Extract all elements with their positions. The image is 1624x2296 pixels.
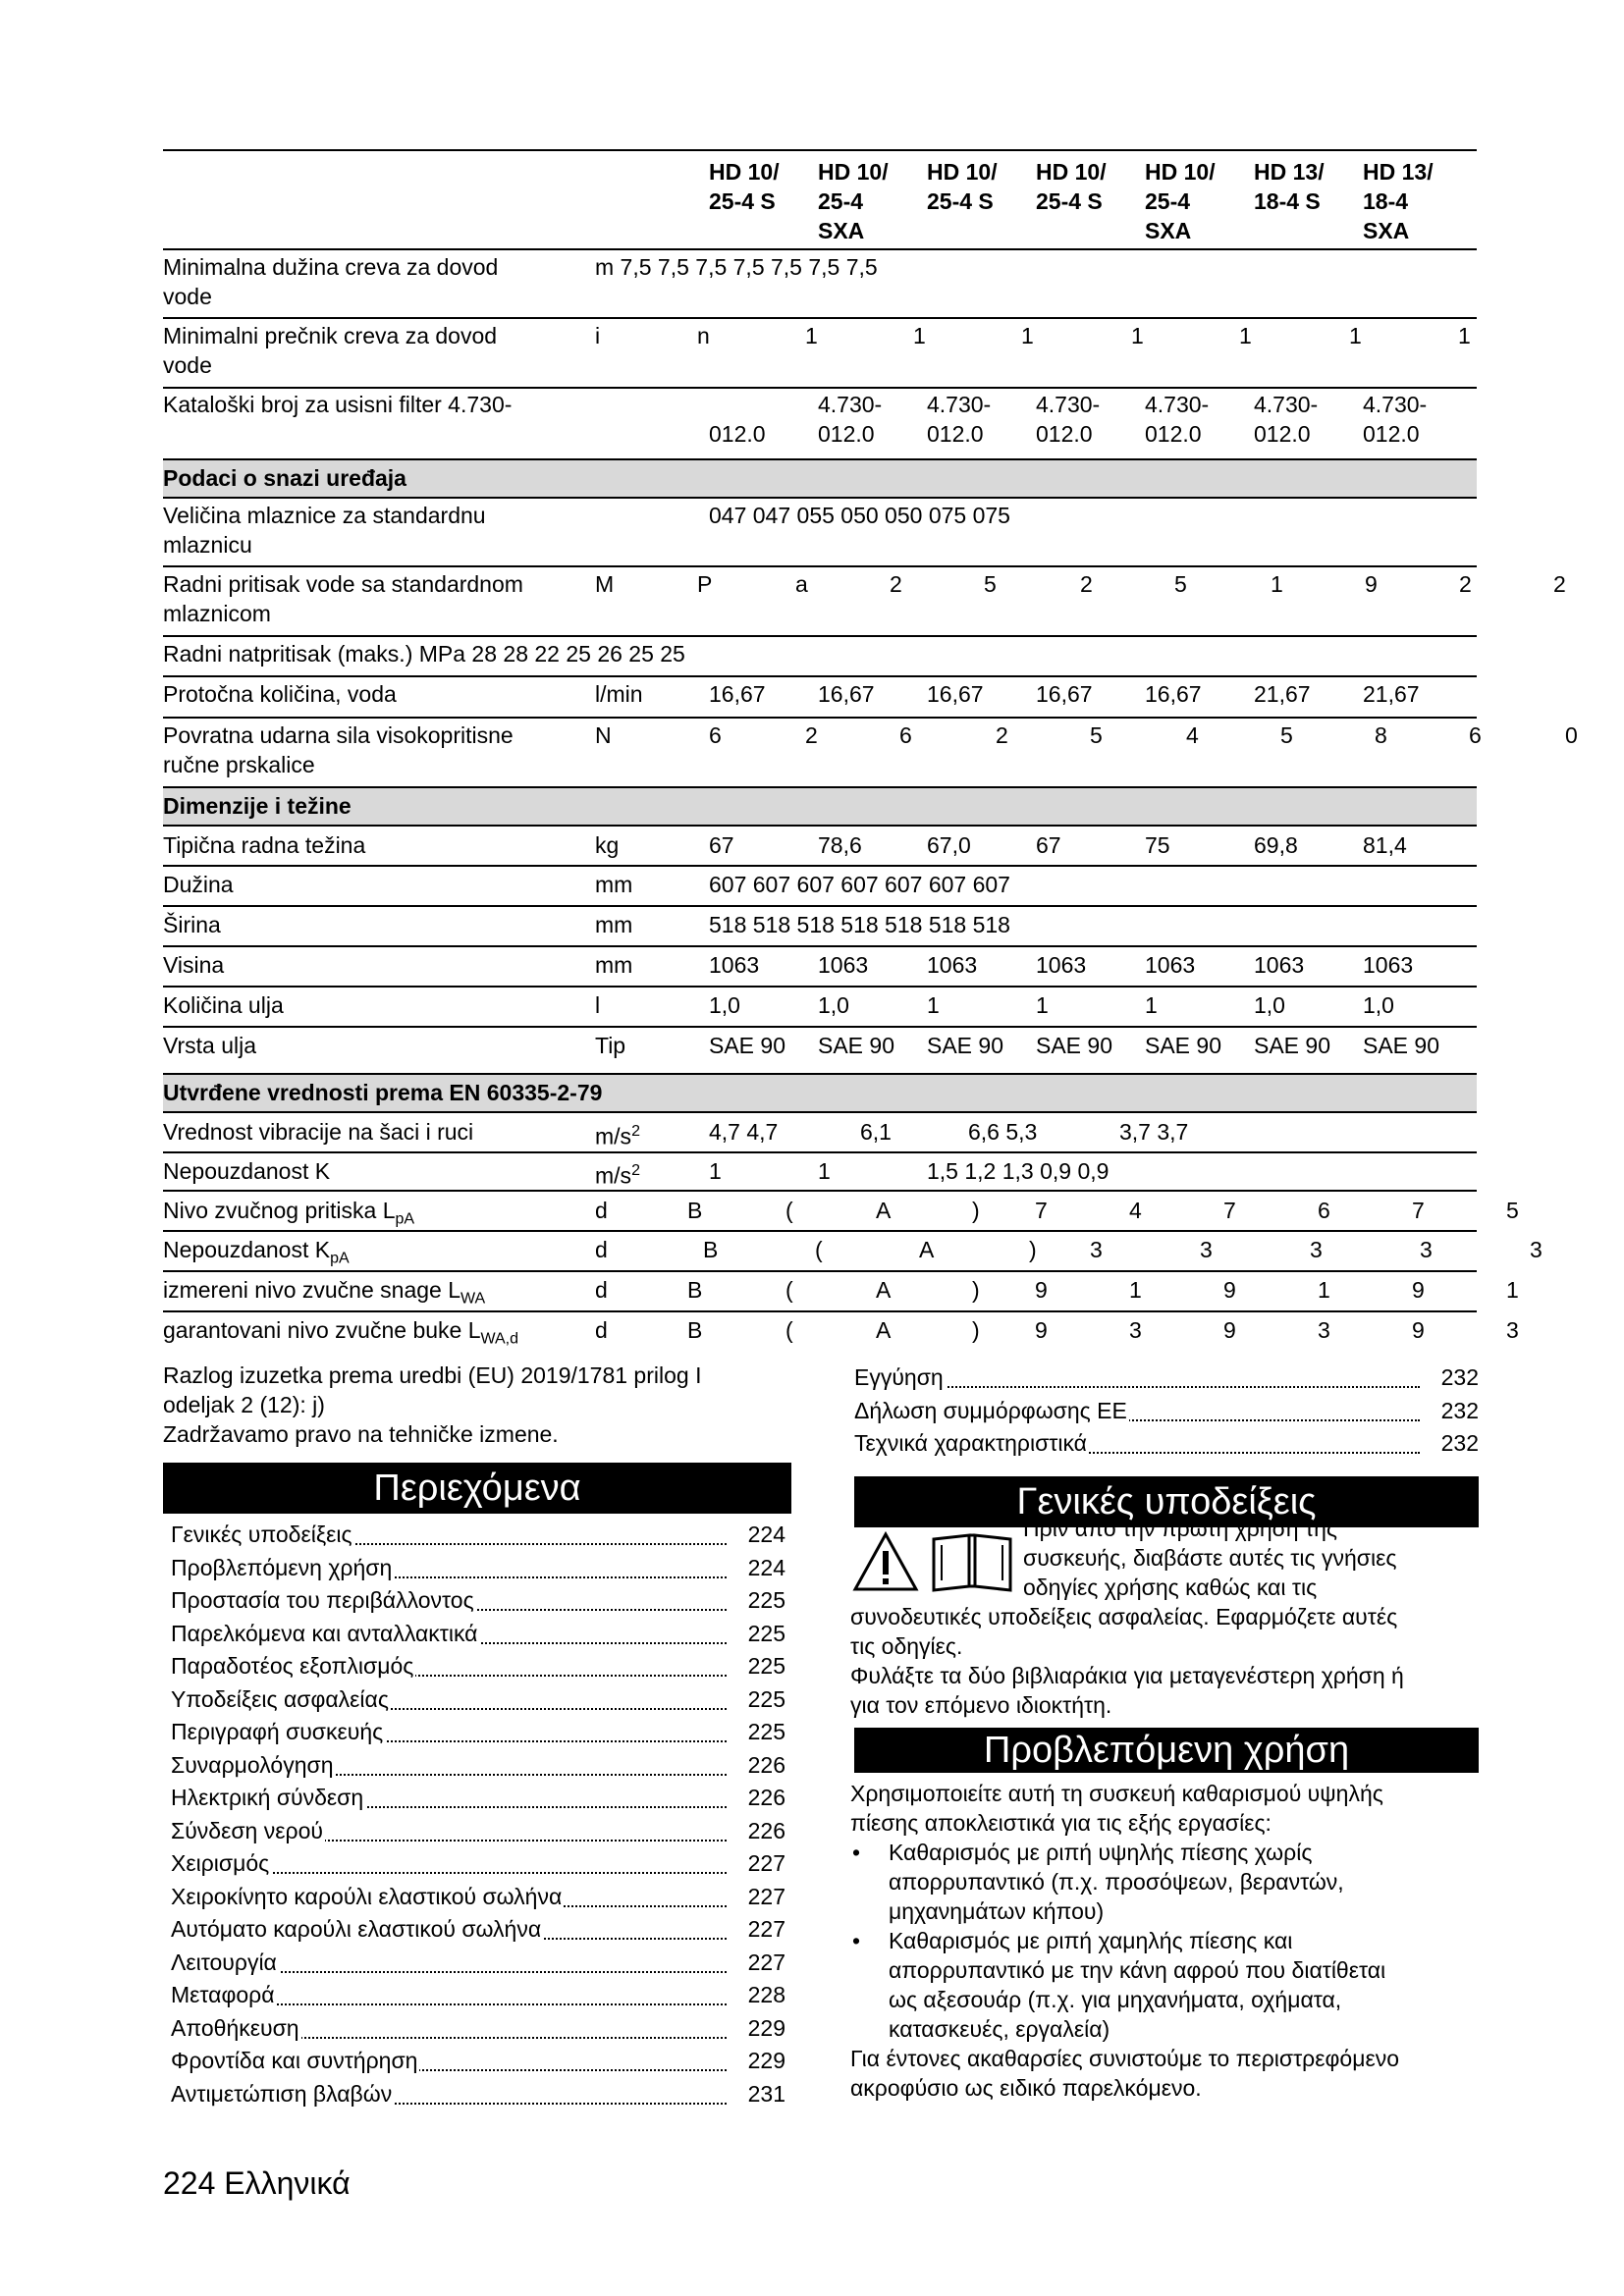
contents-item[interactable] — [167, 2044, 785, 2077]
contents-item-label: Δήλωση συμμόρφωσης ΕΕ — [854, 1394, 1129, 1427]
contents-item-page: 224 — [747, 1522, 785, 1547]
contents-item-page: 225 — [747, 1685, 785, 1712]
contents-item-label: Αντιμετώπιση βλαβών — [171, 2077, 394, 2110]
intended-outro: Για έντονες ακαθαρσίες συνιστούμε το περιστρεφόμενο ακροφύσιο ως ειδικό παρελκόμενο. — [850, 2046, 1400, 2101]
contents-item-page: 224 — [747, 1554, 785, 1580]
row-label: izmereni nivo zvučne snage $L_{WA}$ — [163, 1277, 486, 1308]
table-rule — [163, 248, 1477, 250]
table-cell: 1 — [1349, 323, 1362, 348]
row-overpressure: Radni natpritisak (maks.) MPa 28 28 22 25 26 25 25 — [163, 641, 685, 667]
contents-item-page: 226 — [747, 1751, 785, 1778]
table-cell: SAE 90 — [1363, 1033, 1439, 1058]
contents-item-label: Εγγύηση — [854, 1361, 946, 1394]
table-cell: 5 — [1090, 722, 1103, 748]
table-cell: 1 — [1458, 323, 1471, 348]
table-cell: 4 — [1186, 722, 1199, 748]
row-label: Veličina mlaznice za standardnu mlaznicu — [163, 503, 486, 558]
model-header: HD 10/ 25-4 S — [1036, 159, 1107, 214]
row-value-text: m 7,5 7,5 7,5 7,5 7,5 7,5 7,5 — [595, 254, 878, 280]
model-header: HD 13/ 18-4 SXA — [1363, 159, 1434, 243]
table-cell: B — [687, 1277, 703, 1303]
row-unit: $m/s^2$ — [595, 1162, 640, 1189]
contents-item[interactable] — [167, 1880, 785, 1913]
table-rule — [163, 717, 1477, 719]
contents-item-page: 225 — [747, 1587, 785, 1613]
table-cell: 5 — [1506, 1198, 1519, 1223]
page-number: 224 — [163, 2165, 216, 2201]
row-unit: mm — [595, 952, 633, 978]
row-unit: $m/s^2$ — [595, 1123, 640, 1149]
table-cell: 9 — [1035, 1277, 1048, 1303]
table-cell: 012.0 — [818, 421, 875, 447]
table-cell: 4.730- — [1036, 392, 1101, 417]
table-cell: 1,0 — [1254, 992, 1285, 1018]
table-cell: 67,0 — [927, 832, 971, 858]
contents-item[interactable] — [167, 1748, 785, 1782]
intended-intro: Χρησιμοποιείτε αυτή τη συσκευή καθαρισμού υψηλής πίεσης αποκλειστικά για τις εξής εργασίες: — [850, 1781, 1383, 1836]
table-cell: B — [687, 1317, 703, 1343]
reserve-note: Zadržavamo pravo na tehničke izmene. — [163, 1421, 559, 1447]
contents-item-page: 227 — [747, 1949, 785, 1975]
table-cell: A — [876, 1317, 892, 1343]
table-cell: 6 — [709, 722, 722, 748]
contents-item-page: 232 — [1440, 1364, 1479, 1390]
table-cell: ) — [972, 1317, 980, 1343]
table-rule — [163, 635, 1477, 637]
table-rule — [163, 905, 1477, 907]
table-rule — [163, 1111, 1477, 1113]
contents-item[interactable] — [167, 1583, 785, 1617]
table-cell: d — [595, 1277, 608, 1303]
row-label: garantovani nivo zvučne buke $L_{WA,d}$ — [163, 1317, 519, 1348]
table-cell: 16,67 — [1145, 681, 1202, 707]
row-label: Nepouzdanost K — [163, 1158, 331, 1184]
row-label: Minimalna dužina creva za dovod vode — [163, 254, 499, 309]
table-rule — [163, 786, 1477, 788]
table-cell: 1 — [913, 323, 926, 348]
table-cell: 5 — [984, 571, 997, 597]
section-title-dims: Dimenzije i težine — [163, 793, 352, 819]
table-rule — [163, 317, 1477, 319]
table-cell: 3,7 3,7 — [1119, 1119, 1189, 1145]
table-rule — [163, 1270, 1477, 1272]
exemption-note: Razlog izuzetka prema uredbi (EU) 2019/1781 prilog I odeljak 2 (12): j) — [163, 1362, 702, 1417]
contents-item-label: Χειροκίνητο καρούλι ελαστικού σωλήνα — [171, 1880, 564, 1913]
table-cell: P — [697, 571, 713, 597]
contents-item-page: 225 — [747, 1653, 785, 1679]
intended-use-title: Προβλεπόμενη χρήση — [854, 1728, 1479, 1773]
table-rule — [163, 825, 1477, 827]
table-cell: SAE 90 — [927, 1033, 1003, 1058]
table-cell: 1 — [1506, 1277, 1519, 1303]
table-cell: 012.0 — [1145, 421, 1202, 447]
table-cell: 2 — [890, 571, 902, 597]
contents-item-page: 229 — [747, 2048, 785, 2073]
table-cell: SAE 90 — [1254, 1033, 1330, 1058]
table-cell: ) — [1029, 1237, 1037, 1262]
contents-item[interactable] — [167, 1518, 785, 1551]
model-header: HD 13/ 18-4 S — [1254, 159, 1325, 214]
contents-item-label: Παρελκόμενα και ανταλλακτικά — [171, 1617, 479, 1650]
table-cell: N — [595, 722, 612, 748]
contents-item[interactable] — [167, 1715, 785, 1748]
contents-item[interactable] — [167, 2011, 785, 2045]
contents-item[interactable] — [167, 1781, 785, 1814]
table-cell: 1063 — [1363, 952, 1414, 978]
table-cell: ( — [785, 1317, 793, 1343]
table-cell: 1 — [1021, 323, 1034, 348]
contents-item[interactable] — [167, 1649, 785, 1682]
table-cell: 9 — [1412, 1277, 1425, 1303]
row-value-text: 047 047 055 050 050 075 075 — [709, 503, 1010, 528]
table-cell: 81,4 — [1363, 832, 1407, 858]
section-shade-dims — [163, 787, 1477, 825]
contents-item-page: 232 — [1440, 1397, 1479, 1423]
contents-item-label: Λειτουργία — [171, 1946, 279, 1979]
table-cell: 7 — [1035, 1198, 1048, 1223]
section-title-values: Utvrđene vrednosti prema EN 60335-2-79 — [163, 1080, 603, 1105]
table-cell: 2 — [1553, 571, 1566, 597]
table-cell: A — [876, 1277, 892, 1303]
contents-item[interactable] — [850, 1361, 1479, 1394]
table-cell: 69,8 — [1254, 832, 1298, 858]
table-cell: 5 — [1174, 571, 1187, 597]
table-cell: d — [595, 1198, 608, 1223]
model-header: HD 10/ 25-4 S — [709, 159, 780, 214]
table-cell: B — [687, 1198, 703, 1223]
table-cell: 4.730- — [1363, 392, 1428, 417]
table-cell: 3 — [1506, 1317, 1519, 1343]
table-cell: 0 — [1565, 722, 1578, 748]
table-cell: 67 — [1036, 832, 1061, 858]
row-label: Tipična radna težina — [163, 832, 366, 858]
table-cell: 6 — [1318, 1198, 1330, 1223]
contents-item-label: Προστασία του περιβάλλοντος — [171, 1583, 476, 1617]
table-cell: SAE 90 — [709, 1033, 785, 1058]
contents-item[interactable] — [850, 1394, 1479, 1427]
table-cell: 1 — [709, 1158, 722, 1184]
table-cell: d — [595, 1317, 608, 1343]
table-cell: 6,6 5,3 — [968, 1119, 1038, 1145]
row-label: Nepouzdanost $K_{pA}$ — [163, 1237, 350, 1267]
table-cell: 3 — [1530, 1237, 1543, 1262]
intended-bullet: Καθαρισμός με ριπή υψηλής πίεσης χωρίς απορρυπαντικό (π.χ. προσόψεων, βεραντών, μηχανημάτων κήπου) — [889, 1840, 1344, 1924]
table-cell: 1,0 — [818, 992, 849, 1018]
bullet-marker: • — [852, 1840, 861, 1865]
table-cell: 75 — [1145, 832, 1170, 858]
table-cell: 012.0 — [709, 421, 766, 447]
general-text: συνοδευτικές υποδείξεις ασφαλείας. Εφαρμόζετε αυτές τις οδηγίες. Φυλάξτε τα δύο βιβλιαράκια για μεταγενέστερη χρήση ή για τον επόμενο ιδιοκτήτη. — [850, 1604, 1404, 1718]
table-cell: 7 — [1223, 1198, 1236, 1223]
table-rule — [163, 675, 1477, 677]
table-cell: 21,67 — [1254, 681, 1311, 707]
table-rule — [163, 986, 1477, 988]
table-cell: 1 — [1145, 992, 1158, 1018]
contents-item-label: Συναρμολόγηση — [171, 1748, 336, 1782]
table-rule — [163, 387, 1477, 389]
row-label: Vrsta ulja — [163, 1033, 257, 1058]
table-cell: 1 — [1131, 323, 1144, 348]
row-label: Povratna udarna sila visokopritisne ručne prskalice — [163, 722, 514, 777]
contents-item-label: Γενικές υποδείξεις — [171, 1518, 354, 1551]
table-cell: 012.0 — [1363, 421, 1420, 447]
table-cell: 8 — [1375, 722, 1387, 748]
row-label: Širina — [163, 912, 221, 937]
row-label: Vrednost vibracije na šaci i ruci — [163, 1119, 474, 1145]
row-unit: mm — [595, 912, 633, 937]
table-cell: ( — [785, 1277, 793, 1303]
table-cell: 16,67 — [709, 681, 766, 707]
contents-item-label: Φροντίδα και συντήρηση — [171, 2044, 419, 2077]
contents-item[interactable] — [167, 1682, 785, 1716]
contents-item-page: 225 — [747, 1719, 785, 1744]
table-cell: n — [697, 323, 710, 348]
table-cell: 2 — [1080, 571, 1093, 597]
table-cell: 1063 — [927, 952, 978, 978]
table-cell: 16,67 — [1036, 681, 1093, 707]
contents-item[interactable] — [167, 2077, 785, 2110]
general-title: Γενικές υποδείξεις — [854, 1476, 1479, 1527]
table-rule — [163, 1026, 1477, 1028]
general-intro: Πριν από την πρώτη χρήση της συσκευής, διαβάστε αυτές τις γνήσιες οδηγίες χρήσης καθώς και τις — [1023, 1516, 1397, 1600]
manual-book-icon — [928, 1529, 1016, 1594]
table-cell: M — [595, 571, 615, 597]
contents-item[interactable] — [167, 1946, 785, 1979]
table-cell: ) — [972, 1198, 980, 1223]
contents-item-label: Σύνδεση νερού — [171, 1814, 325, 1847]
table-cell: 4.730- — [1254, 392, 1319, 417]
contents-item-label: Χειρισμός — [171, 1846, 271, 1880]
contents-item-page: 231 — [747, 2080, 785, 2107]
contents-item-label: Περιγραφή συσκευής — [171, 1715, 385, 1748]
contents-item-page: 226 — [747, 1817, 785, 1843]
row-label: Nivo zvučnog pritiska $L_{pA}$ — [163, 1198, 415, 1228]
table-cell: SAE 90 — [1145, 1033, 1221, 1058]
section-title-power: Podaci o snazi uređaja — [163, 465, 406, 491]
table-cell: 6 — [1469, 722, 1482, 748]
table-cell: 9 — [1223, 1317, 1236, 1343]
table-cell: 1 — [1129, 1277, 1142, 1303]
contents-item[interactable] — [167, 1551, 785, 1584]
row-label: Visina — [163, 952, 225, 978]
table-cell: 1,5 1,2 1,3 0,9 0,9 — [927, 1158, 1110, 1184]
table-cell: 4.730- — [927, 392, 992, 417]
contents-item-page: 227 — [747, 1916, 785, 1942]
table-cell: 1,0 — [1363, 992, 1394, 1018]
row-label: Količina ulja — [163, 992, 284, 1018]
contents-item-label: Υποδείξεις ασφαλείας — [171, 1682, 391, 1716]
contents-item[interactable] — [167, 1814, 785, 1847]
table-cell: 16,67 — [927, 681, 984, 707]
table-cell: 4.730- — [818, 392, 883, 417]
table-cell: 2 — [805, 722, 818, 748]
table-cell: 67 — [709, 832, 734, 858]
contents-item-page: 228 — [747, 1982, 785, 2007]
contents-item-page: 226 — [747, 1785, 785, 1810]
contents-item-label: Μεταφορά — [171, 1978, 277, 2011]
row-label: Dužina — [163, 872, 234, 897]
contents-item[interactable] — [167, 1846, 785, 1880]
model-header: HD 10/ 25-4 S — [927, 159, 998, 214]
table-cell: 1063 — [1254, 952, 1305, 978]
table-cell: 5 — [1280, 722, 1293, 748]
row-unit: mm — [595, 872, 633, 897]
model-header: HD 10/ 25-4 SXA — [1145, 159, 1216, 243]
table-cell: 1063 — [1036, 952, 1087, 978]
contents-item[interactable] — [850, 1426, 1479, 1460]
table-cell: i — [595, 323, 601, 348]
table-cell: 1 — [1239, 323, 1252, 348]
table-cell: a — [795, 571, 808, 597]
table-cell: B — [703, 1237, 719, 1262]
table-cell: 2 — [1459, 571, 1472, 597]
table-cell: 7 — [1412, 1198, 1425, 1223]
table-cell: 3 — [1090, 1237, 1103, 1262]
table-cell: A — [919, 1237, 935, 1262]
table-cell: 1063 — [818, 952, 869, 978]
model-header: HD 10/ 25-4 SXA — [818, 159, 889, 243]
table-cell: 2 — [996, 722, 1008, 748]
table-cell: SAE 90 — [1036, 1033, 1112, 1058]
table-cell: 4.730- — [1145, 392, 1210, 417]
contents-item-label: Παραδοτέος εξοπλισμός — [171, 1649, 415, 1682]
table-cell: 1,0 — [709, 992, 740, 1018]
table-cell: 3 — [1129, 1317, 1142, 1343]
row-label: Minimalni prečnik creva za dovod vode — [163, 323, 498, 378]
contents-item-page: 227 — [747, 1850, 785, 1876]
table-cell: SAE 90 — [818, 1033, 894, 1058]
table-cell: 1 — [818, 1158, 831, 1184]
table-rule — [163, 1190, 1477, 1192]
row-unit: kg — [595, 832, 620, 858]
row-label: Protočna količina, voda — [163, 681, 397, 707]
table-rule — [163, 1073, 1477, 1075]
table-cell: 1 — [1271, 571, 1283, 597]
table-cell: 012.0 — [1254, 421, 1311, 447]
row-label: Kataloški broj za usisni filter 4.730- — [163, 392, 513, 417]
table-cell: 1 — [805, 323, 818, 348]
table-cell: 9 — [1412, 1317, 1425, 1343]
table-rule — [163, 945, 1477, 947]
table-rule — [163, 865, 1477, 867]
contents-item-page: 227 — [747, 1883, 785, 1909]
contents-title: Περιεχόμενα — [163, 1463, 791, 1514]
contents-item-label: Αυτόματο καρούλι ελαστικού σωλήνα — [171, 1912, 543, 1946]
table-cell: A — [876, 1198, 892, 1223]
row-unit: Tip — [595, 1033, 626, 1058]
table-cell: 1063 — [709, 952, 760, 978]
contents-item-page: 225 — [747, 1620, 785, 1646]
table-cell: ( — [815, 1237, 823, 1262]
table-cell: ( — [785, 1198, 793, 1223]
warning-icon — [852, 1531, 919, 1592]
table-cell: 3 — [1318, 1317, 1330, 1343]
row-unit: l — [595, 992, 601, 1018]
table-cell: 16,67 — [818, 681, 875, 707]
table-cell: 21,67 — [1363, 681, 1420, 707]
contents-item[interactable] — [167, 1978, 785, 2011]
intended-bullet: Καθαρισμός με ριπή χαμηλής πίεσης και απορρυπαντικό με την κάνη αφρού που διατίθεται ως αξεσουάρ (π.χ. για μηχανήματα, οχήματα, κατασκευές, εργαλεία) — [889, 1928, 1386, 2042]
table-cell: 1063 — [1145, 952, 1196, 978]
table-cell: 4,7 4,7 — [709, 1119, 779, 1145]
contents-item-page: 232 — [1440, 1430, 1479, 1456]
table-cell: 6,1 — [860, 1119, 892, 1145]
contents-item[interactable] — [167, 1617, 785, 1650]
table-rule — [163, 458, 1477, 460]
bullet-marker: • — [852, 1928, 861, 1953]
table-cell: d — [595, 1237, 608, 1262]
table-cell: 9 — [1365, 571, 1378, 597]
contents-item-label: Αποθήκευση — [171, 2011, 301, 2045]
table-cell: 1 — [1318, 1277, 1330, 1303]
table-cell: 78,6 — [818, 832, 862, 858]
page-language: Ελληνικά — [224, 2165, 351, 2201]
contents-item[interactable] — [167, 1912, 785, 1946]
row-unit: l/min — [595, 681, 643, 707]
table-cell: 6 — [899, 722, 912, 748]
table-cell: 1 — [1036, 992, 1049, 1018]
contents-item-label: Προβλεπόμενη χρήση — [171, 1551, 394, 1584]
contents-item-label: Ηλεκτρική σύνδεση — [171, 1781, 365, 1814]
table-cell: 012.0 — [927, 421, 984, 447]
contents-item-label: Τεχνικά χαρακτηριστικά — [854, 1426, 1089, 1460]
table-rule — [163, 149, 1477, 151]
table-rule — [163, 565, 1477, 567]
page-footer — [163, 2163, 351, 2203]
table-cell: 3 — [1200, 1237, 1213, 1262]
row-value-text: 607 607 607 607 607 607 607 — [709, 872, 1010, 897]
table-cell: 9 — [1035, 1317, 1048, 1343]
table-cell: 9 — [1223, 1277, 1236, 1303]
table-rule — [163, 1151, 1477, 1153]
table-cell: 012.0 — [1036, 421, 1093, 447]
table-cell: 1 — [927, 992, 940, 1018]
row-label: Radni pritisak vode sa standardnom mlaznicom — [163, 571, 523, 626]
table-cell: 4 — [1129, 1198, 1142, 1223]
table-cell: 3 — [1420, 1237, 1433, 1262]
row-value-text: 518 518 518 518 518 518 518 — [709, 912, 1010, 937]
table-cell: ) — [972, 1277, 980, 1303]
table-cell: 3 — [1310, 1237, 1323, 1262]
table-rule — [163, 497, 1477, 499]
contents-item-page: 229 — [747, 2014, 785, 2041]
